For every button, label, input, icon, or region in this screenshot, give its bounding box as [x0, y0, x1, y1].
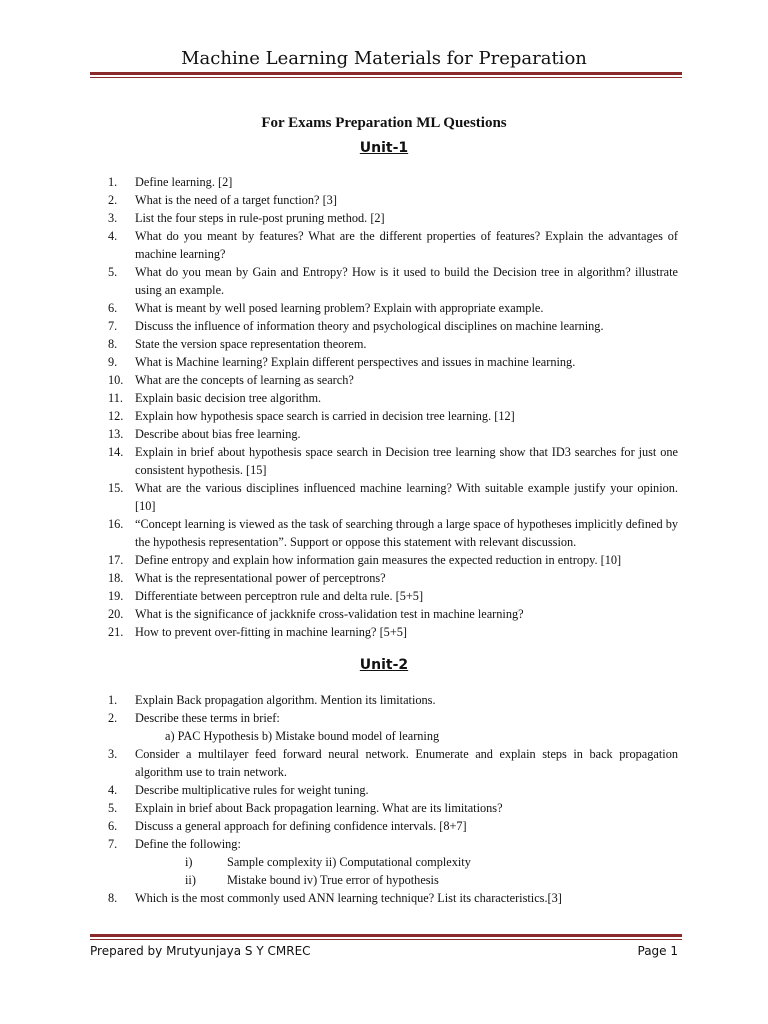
- document-title: For Exams Preparation ML Questions: [261, 115, 507, 131]
- question-text: Explain in brief about hypothesis space search in Decision tree learning show that ID3 searches for just one consistent hypothesis. [15]: [135, 445, 678, 477]
- question-number: 1.: [108, 693, 118, 707]
- page-number: Page 1: [637, 944, 678, 958]
- question-number: 4.: [108, 783, 118, 797]
- question-text: Explain basic decision tree algorithm.: [135, 391, 322, 405]
- list-item: [108, 623, 678, 641]
- sub-item: a) PAC Hypothesis b) Mistake bound model of learning: [165, 729, 440, 743]
- question-number: 6.: [108, 819, 118, 833]
- question-number: 14.: [108, 445, 124, 459]
- list-item: [108, 173, 678, 191]
- list-item: [108, 587, 678, 605]
- question-number: 8.: [108, 891, 118, 905]
- question-text: “Concept learning is viewed as the task of searching through a large space of hypotheses implicitly defined by the hypothesis representation”. Support or oppose this statement with relevant discussion.: [135, 517, 678, 549]
- question-text: What is meant by well posed learning problem? Explain with appropriate example.: [135, 301, 544, 315]
- list-item: [108, 407, 678, 425]
- question-number: 19.: [108, 589, 124, 603]
- question-text: Explain in brief about Back propagation learning. What are its limitations?: [135, 801, 503, 815]
- footer-author: Prepared by Mrutyunjaya S Y CMREC: [90, 944, 311, 958]
- question-text: What do you meant by features? What are the different properties of features? Explain the advantages of machine learning?: [135, 229, 678, 261]
- list-item: [108, 817, 678, 835]
- list-item: [108, 389, 678, 407]
- list-item: [108, 443, 678, 479]
- list-item: [108, 691, 678, 709]
- question-text: Consider a multilayer feed forward neural network. Enumerate and explain steps in back propagation algorithm use to train network.: [135, 747, 678, 779]
- question-number: 20.: [108, 607, 124, 621]
- question-number: 11.: [108, 391, 123, 405]
- question-number: 7.: [108, 837, 118, 851]
- question-number: 10.: [108, 373, 124, 387]
- list-item: [108, 371, 678, 389]
- question-number: 6.: [108, 301, 118, 315]
- list-item: [108, 191, 678, 209]
- question-text: Define learning. [2]: [135, 175, 233, 189]
- unit1-question-list: [108, 173, 678, 641]
- header-rule-thick: [90, 72, 682, 75]
- question-text: Discuss a general approach for defining confidence intervals. [8+7]: [135, 819, 467, 833]
- question-text: Describe these terms in brief:: [135, 711, 280, 725]
- question-number: 17.: [108, 553, 124, 567]
- question-text: How to prevent over-fitting in machine learning? [5+5]: [135, 625, 408, 639]
- question-text: Describe about bias free learning.: [135, 427, 301, 441]
- header-rule-thin: [90, 77, 682, 78]
- sub-item: [135, 871, 678, 889]
- question-number: 15.: [108, 481, 124, 495]
- sub-item-text: Mistake bound iv) True error of hypothesis: [227, 873, 439, 887]
- list-item: [108, 605, 678, 623]
- question-text: Define the following:: [135, 837, 241, 851]
- question-text: Explain Back propagation algorithm. Mention its limitations.: [135, 693, 436, 707]
- question-text: What is Machine learning? Explain different perspectives and issues in machine learning.: [135, 355, 576, 369]
- question-number: 18.: [108, 571, 124, 585]
- list-item: [108, 227, 678, 263]
- question-number: 5.: [108, 801, 118, 815]
- question-text: Differentiate between perceptron rule and delta rule. [5+5]: [135, 589, 424, 603]
- question-text: Define entropy and explain how information gain measures the expected reduction in entropy. [10]: [135, 553, 622, 567]
- list-item: [108, 209, 678, 227]
- list-item: [108, 263, 678, 299]
- question-text: State the version space representation theorem.: [135, 337, 367, 351]
- sub-item-number: ii): [185, 873, 196, 887]
- question-text: Describe multiplicative rules for weight tuning.: [135, 783, 369, 797]
- list-item: [108, 425, 678, 443]
- question-text: Discuss the influence of information theory and psychological disciplines on machine learning.: [135, 319, 604, 333]
- question-number: 1.: [108, 175, 118, 189]
- list-item: [108, 745, 678, 781]
- list-item: [108, 317, 678, 335]
- footer-rule-thick: [90, 934, 682, 937]
- list-item: [108, 799, 678, 817]
- list-item: [108, 835, 678, 889]
- question-number: 3.: [108, 211, 118, 225]
- question-number: 12.: [108, 409, 124, 423]
- sub-item-text: Sample complexity ii) Computational complexity: [227, 855, 471, 869]
- question-number: 2.: [108, 711, 118, 725]
- question-number: 2.: [108, 193, 118, 207]
- question-number: 4.: [108, 229, 118, 243]
- header-title: Machine Learning Materials for Preparation: [181, 48, 587, 69]
- sub-item-number: i): [185, 855, 193, 869]
- sub-item: [135, 853, 678, 871]
- list-item: [108, 569, 678, 587]
- list-item: [108, 889, 678, 907]
- footer-rule-thin: [90, 939, 682, 940]
- question-number: 13.: [108, 427, 124, 441]
- unit1-heading: Unit-1: [359, 140, 409, 156]
- unit2-heading: Unit-2: [359, 657, 409, 673]
- question-text: Explain how hypothesis space search is carried in decision tree learning. [12]: [135, 409, 515, 423]
- list-item: [108, 479, 678, 515]
- question-text: Which is the most commonly used ANN learning technique? List its characteristics.[3]: [135, 891, 562, 905]
- list-item: [108, 709, 678, 745]
- question-number: 5.: [108, 265, 118, 279]
- question-text: What is the significance of jackknife cross-validation test in machine learning?: [135, 607, 524, 621]
- list-item: [108, 551, 678, 569]
- list-item: [108, 335, 678, 353]
- question-text: What are the various disciplines influenced machine learning? With suitable example justify your opinion. [10]: [135, 481, 678, 513]
- list-item: [108, 299, 678, 317]
- list-item: [108, 781, 678, 799]
- question-text: List the four steps in rule-post pruning method. [2]: [135, 211, 385, 225]
- question-text: What is the representational power of perceptrons?: [135, 571, 386, 585]
- question-number: 9.: [108, 355, 118, 369]
- question-text: What are the concepts of learning as search?: [135, 373, 354, 387]
- question-number: 7.: [108, 319, 118, 333]
- question-number: 16.: [108, 517, 124, 531]
- question-text: What is the need of a target function? [3]: [135, 193, 337, 207]
- question-number: 21.: [108, 625, 124, 639]
- question-number: 8.: [108, 337, 118, 351]
- list-item: [108, 515, 678, 551]
- question-text: What do you mean by Gain and Entropy? How is it used to build the Decision tree in algorithm? illustrate using an example.: [135, 265, 678, 297]
- list-item: [108, 353, 678, 371]
- unit2-question-list: [108, 691, 678, 907]
- question-number: 3.: [108, 747, 118, 761]
